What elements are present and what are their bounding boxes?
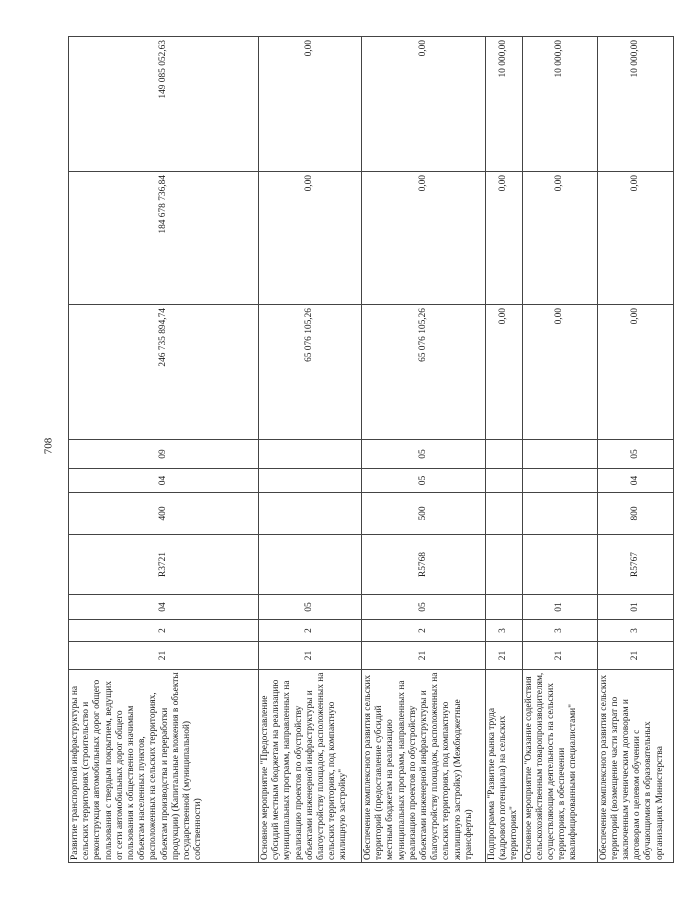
amount-year-1: 0,00 (597, 305, 673, 440)
row-description: Развитие транспортной инфраструктуры на сельских территориях (строительство и реконструкция автомобильных дорог общего пользования с твердым покрытием, ведущих от сети автомобильных дорог общего пользования к общественно значимым объектам населенных пунктов, расположенных на сельских территориях, объектам производства и переработки продукции) (Капитальные вложения в объекты государственной (муниципальной) собственности) (69, 670, 259, 863)
code-direction: R3721 (69, 535, 259, 595)
code-subsection (486, 440, 523, 469)
code-section (486, 469, 523, 493)
code-program: 21 (362, 642, 486, 670)
code-expense-type: 400 (69, 493, 259, 535)
code-event: 01 (597, 595, 673, 620)
code-event: 01 (522, 595, 597, 620)
table-row (362, 37, 486, 863)
table-row (522, 37, 597, 863)
code-event: 04 (69, 595, 259, 620)
table-row (486, 37, 523, 863)
amount-year-2: 0,00 (259, 172, 362, 305)
code-event: 05 (259, 595, 362, 620)
code-expense-type: 500 (362, 493, 486, 535)
amount-year-2: 0,00 (362, 172, 486, 305)
page-number: 708 (42, 437, 55, 455)
budget-table (68, 36, 674, 863)
amount-year-1: 246 735 894,74 (69, 305, 259, 440)
code-direction (486, 535, 523, 595)
code-program: 21 (597, 642, 673, 670)
code-program: 21 (259, 642, 362, 670)
amount-year-3: 10 000,00 (522, 37, 597, 172)
code-direction (522, 535, 597, 595)
amount-year-3: 0,00 (362, 37, 486, 172)
code-subsection (259, 440, 362, 469)
amount-year-1: 0,00 (486, 305, 523, 440)
code-subsection: 09 (69, 440, 259, 469)
code-subprogram: 3 (486, 620, 523, 642)
amount-year-2: 0,00 (597, 172, 673, 305)
amount-year-1: 0,00 (522, 305, 597, 440)
row-description: Основное мероприятие "Оказание содействия сельскохозяйственным товаропроизводителям, осуществляющим деятельность на сельских территориях, в обеспечении квалифицированными специалистами" (522, 670, 597, 863)
code-event (486, 595, 523, 620)
table-row (259, 37, 362, 863)
row-description: Основное мероприятие "Предоставление субсидий местным бюджетам на реализацию муниципальных программ, направленных на реализацию проектов по обустройству объектами инженерной инфраструктуры и благоустройству площадок, расположенных на сельских территориях, под компактную жилищную застройку" (259, 670, 362, 863)
code-subprogram: 2 (259, 620, 362, 642)
code-direction: R5768 (362, 535, 486, 595)
amount-year-2: 0,00 (522, 172, 597, 305)
rotated-table-wrapper (68, 37, 665, 863)
table-row (597, 37, 673, 863)
code-expense-type: 800 (597, 493, 673, 535)
code-subprogram: 2 (362, 620, 486, 642)
amount-year-1: 65 076 105,26 (259, 305, 362, 440)
code-section: 05 (362, 469, 486, 493)
amount-year-2: 0,00 (486, 172, 523, 305)
code-program: 21 (486, 642, 523, 670)
code-section: 04 (597, 469, 673, 493)
code-program: 21 (522, 642, 597, 670)
amount-year-3: 0,00 (259, 37, 362, 172)
code-section (522, 469, 597, 493)
amount-year-3: 149 085 052,63 (69, 37, 259, 172)
code-section: 04 (69, 469, 259, 493)
row-description: Обеспечение комплексного развития сельских территорий (предоставление субсидий местным бюджетам на реализацию муниципальных программ, направленных на реализацию проектов по обустройству объектами инженерной инфраструктуры и благоустройству площадок, расположенных на сельских территориях, под компактную жилищную застройку) (Межбюджетные трансферты) (362, 670, 486, 863)
code-subsection (522, 440, 597, 469)
code-subsection: 05 (362, 440, 486, 469)
table-row (69, 37, 259, 863)
code-expense-type (259, 493, 362, 535)
code-subsection: 05 (597, 440, 673, 469)
code-subprogram: 3 (522, 620, 597, 642)
code-event: 05 (362, 595, 486, 620)
code-direction: R5767 (597, 535, 673, 595)
code-section (259, 469, 362, 493)
code-expense-type (486, 493, 523, 535)
code-expense-type (522, 493, 597, 535)
row-description: Подпрограмма "Развитие рынка труда (кадрового потенциала) на сельских территориях" (486, 670, 523, 863)
row-description: Обеспечение комплексного развития сельских территорий (возмещение части затрат по заключенным ученическим договорам и договорам о целевом обучении с обучающимися в образовательных организациях Министерства (597, 670, 673, 863)
amount-year-3: 10 000,00 (486, 37, 523, 172)
amount-year-2: 184 678 736,84 (69, 172, 259, 305)
code-subprogram: 3 (597, 620, 673, 642)
amount-year-3: 10 000,00 (597, 37, 673, 172)
code-program: 21 (69, 642, 259, 670)
code-direction (259, 535, 362, 595)
amount-year-1: 65 076 105,26 (362, 305, 486, 440)
code-subprogram: 2 (69, 620, 259, 642)
